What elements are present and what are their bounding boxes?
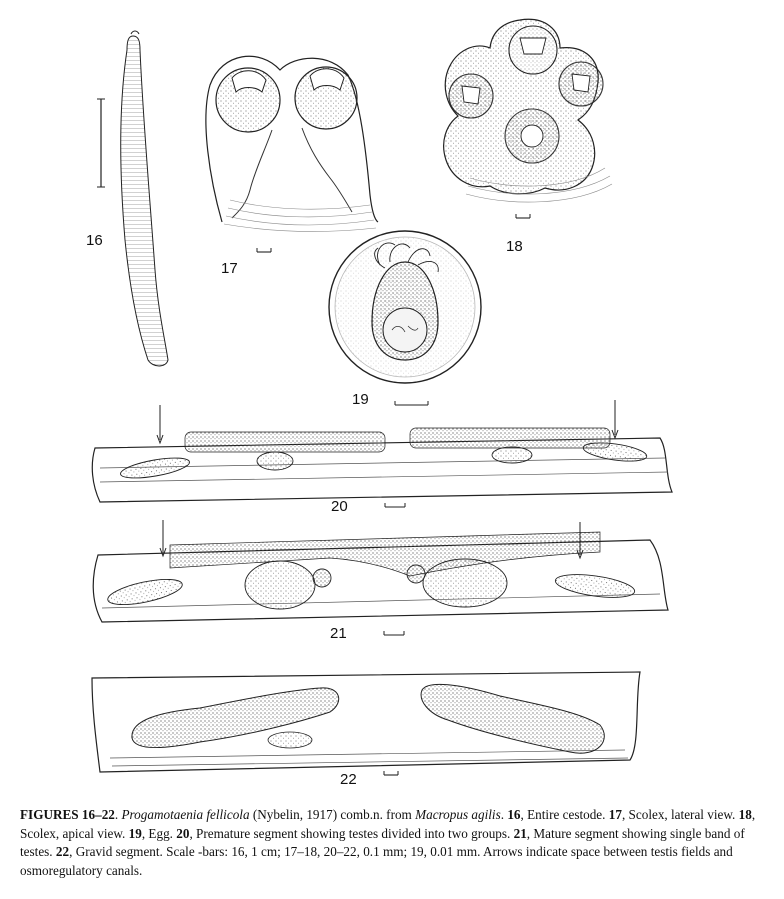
caption-authority: (Nybelin, 1917) comb.n. from [249,807,416,822]
caption-figure-ref-18: 18 [738,807,752,822]
figure-21-mature-segment [93,520,668,622]
caption-text-16: , Entire cestode. [520,807,609,822]
caption-text-22: , Gravid segment. Scale -bars: 16, 1 cm; 17–18, 20–22, 0.1 mm; 19, 0.01 mm. Arrows indicate space between testis fields and osmoregulatory canals. [20,844,733,878]
caption-separator: . [114,807,122,822]
caption-figure-ref-20: 20 [176,825,190,841]
caption-lead: FIGURES 16–22 [20,807,115,822]
caption-figure-ref-19: 19 [128,825,142,841]
scale-bar-20 [385,503,405,507]
testes-band [170,532,600,576]
caption-figure-ref-21: 21 [513,825,527,841]
figure-number-20: 20 [331,498,348,515]
figure-19-egg [329,231,481,383]
figure-18-scolex-apical [444,19,612,202]
caption-species: Progamotaenia fellicola [121,807,250,822]
figure-number-16: 16 [86,232,103,249]
scale-bar-18 [516,214,530,218]
figure-number-19: 19 [352,391,369,408]
scale-bar-19 [395,401,428,405]
caption-text-20: , Premature segment showing testes divided into two groups. [189,825,514,841]
figure-17-scolex-lateral [206,56,378,231]
figure-22-gravid-segment [92,672,640,772]
figure-caption [20,806,770,880]
testes-group-left [185,432,385,452]
caption-text-19: , Egg. [141,825,177,841]
caption-text-17: , Scolex, lateral view. [621,807,739,822]
scale-bar-16 [97,99,105,187]
figure-number-22: 22 [340,771,357,788]
figure-number-18: 18 [506,238,523,255]
caption-host: Macropus agilis [415,807,501,822]
figure-20-premature-segment [92,400,672,502]
scale-bar-21 [384,631,404,635]
figure-number-21: 21 [330,625,347,642]
caption-text-18: , Scolex, apical view. [20,807,756,841]
caption-separator: . [500,807,508,822]
caption-figure-ref-22: 22 [55,844,70,860]
figure-16-entire-cestode [121,31,168,366]
caption-text-21: , Mature segment showing single band of testes. [20,825,745,860]
testes-group-right [410,428,610,448]
caption-figure-ref-16: 16 [507,807,521,822]
figure-number-17: 17 [221,260,238,277]
scale-bar-22 [384,771,398,775]
scale-bar-17 [257,248,271,252]
caption-figure-ref-17: 17 [608,807,622,822]
